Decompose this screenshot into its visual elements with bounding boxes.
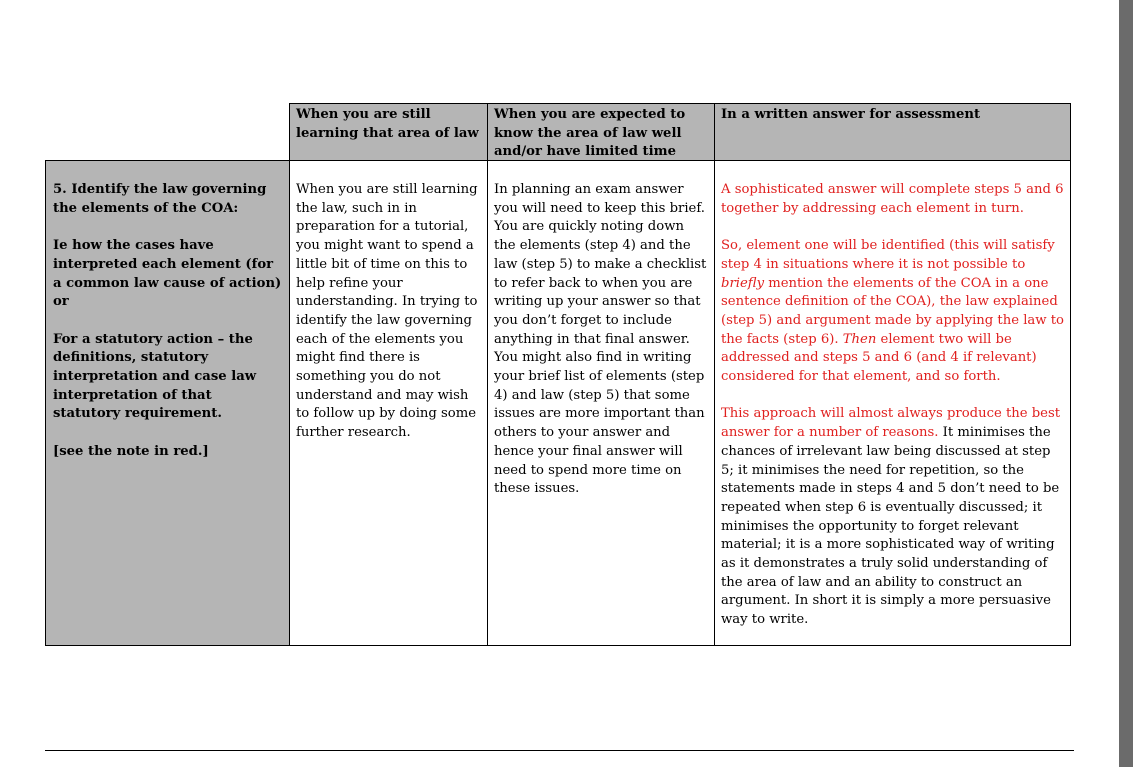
assessment-para-2-b: mention the elements of the COA in a one sentence definition of the COA), the law explained (step 5) and argument made by applying the law to the facts (step 6).: [721, 275, 1064, 347]
row-label-statutory: For a statutory action – the definitions, statutory interpretation and case law interpretation of that statutory requirement.: [53, 331, 257, 422]
cell-expected: [487, 160, 715, 646]
vertical-scrollbar[interactable]: [1119, 0, 1133, 767]
assessment-para-2: [721, 237, 1064, 387]
row-label-common-law: Ie how the cases have interpreted each element (for a common law cause of action) or: [53, 238, 282, 310]
header-expected: [487, 103, 715, 161]
cell-learning: [289, 160, 488, 646]
row-label-note: [see the note in red.]: [53, 443, 209, 459]
header-assessment: [714, 103, 1071, 161]
row-label-cell: [45, 160, 290, 646]
assessment-para-1: A sophisticated answer will complete steps 5 and 6 together by addressing each element in turn.: [721, 182, 1064, 216]
header-learning: [289, 103, 488, 161]
assessment-para-2-a: So, element one will be identified (this will satisfy step 4 in situations where it is not possible to: [721, 238, 1055, 272]
assessment-para-2-c: element two will be addressed and steps 5 and 6 (and 4 if relevant) considered for that element, and so forth.: [721, 331, 1037, 385]
assessment-para-2-then: Then: [842, 331, 877, 347]
cell-assessment: [714, 160, 1071, 646]
assessment-para-2-briefly: briefly: [721, 275, 765, 291]
cell-expected-text: In planning an exam answer you will need to keep this brief. You are quickly noting down the elements (step 4) and the law (step 5) to make a checklist to refer back to when you are writing up your answer so that you don’t forget to include anything in that final answer. You might also find in writing your brief list of elements (step 4) and law (step 5) that some issues are more important than others to your answer and hence your final answer will need to spend more time on these issues.: [494, 182, 707, 497]
row-label-heading: 5. Identify the law governing the elements of the COA:: [53, 182, 267, 216]
assessment-para-3-black: It minimises the chances of irrelevant law being discussed at step 5; it minimises the need for repetition, so the statements made in steps 4 and 5 don’t need to be repeated when step 6 is eventually discussed; it minimises the opportunity to forget relevant material; it is a more sophisticated way of writing as it demonstrates a truly solid understanding of the area of law and an ability to construct an argument. In short it is simply a more persuasive way to write.: [721, 425, 1060, 628]
page-footer-rule: [45, 750, 1074, 751]
header-learning-text: When you are still learning that area of law: [296, 107, 479, 141]
assessment-para-3: [721, 405, 1064, 629]
header-assessment-text: In a written answer for assessment: [721, 107, 981, 122]
cell-learning-text: When you are still learning the law, such in in preparation for a tutorial, you might want to spend a little bit of time on this to help refine your understanding. In trying to identify the law governing each of the elements you might find there is something you do not understand and may wish to follow up by doing some further research.: [296, 182, 478, 441]
assessment-para-3-red: This approach will almost always produce the best answer for a number of reasons.: [721, 406, 1061, 441]
header-expected-text: When you are expected to know the area of law well and/or have limited time: [494, 107, 686, 160]
